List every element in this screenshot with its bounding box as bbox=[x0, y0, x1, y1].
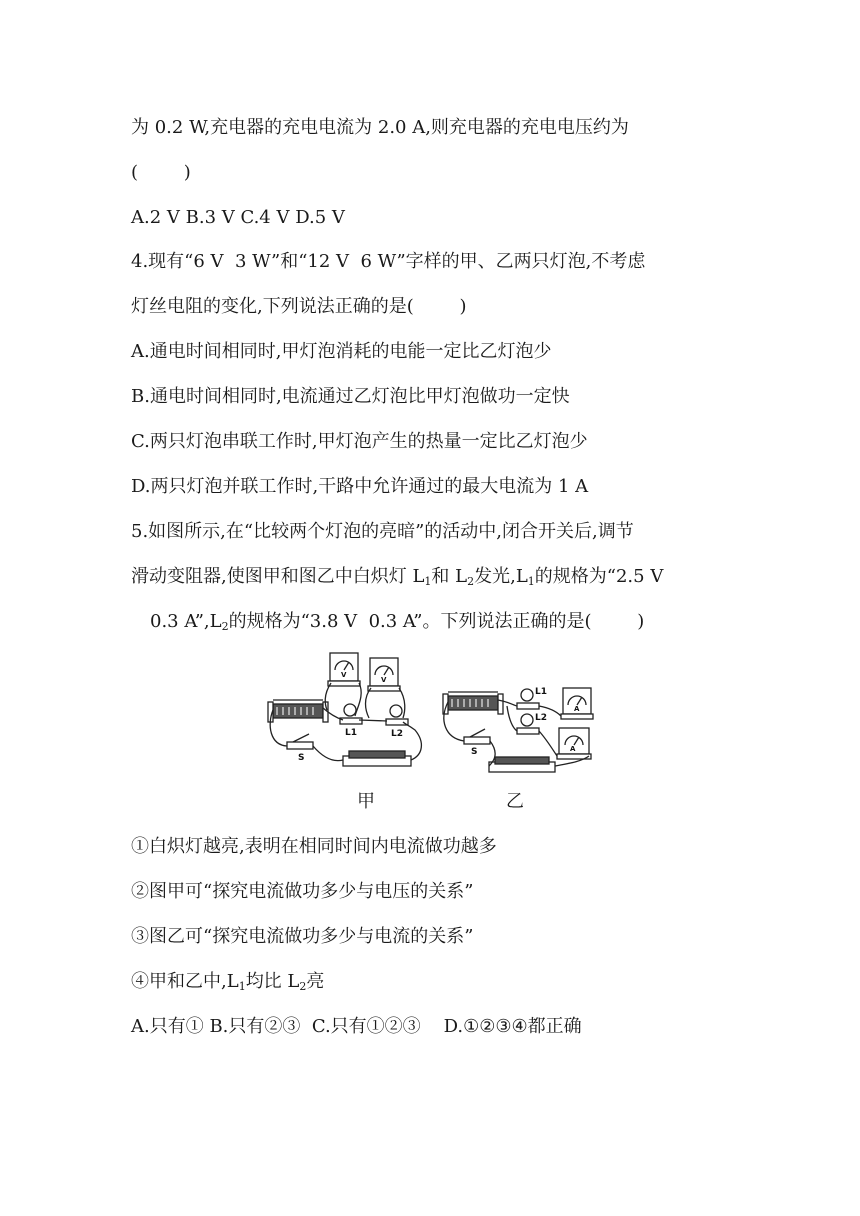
q4-option-b: B.通电时间相同时,电流通过乙灯泡比甲灯泡做功一定快 bbox=[131, 386, 570, 407]
q4-option-c: C.两只灯泡串联工作时,甲灯泡产生的热量一定比乙灯泡少 bbox=[131, 431, 588, 452]
label-l1-right: L1 bbox=[535, 687, 547, 697]
q5-statement-4: ④甲和乙中$,L_1$均比 $L_2$亮 bbox=[131, 971, 325, 993]
q5-statement-1: ①白炽灯越亮,表明在相同时间内电流做功越多 bbox=[131, 836, 497, 857]
q4-stem-line-1: 4.现有“6 V 3 W”和“12 V 6 W”字样的甲、乙两只灯泡,不考虑 bbox=[131, 251, 646, 272]
voltmeter-1 bbox=[328, 653, 360, 686]
q5-stem-line-1: 5.如图所示,在“比较两个灯泡的亮暗”的活动中,闭合开关后,调节 bbox=[131, 521, 634, 542]
ammeter-1 bbox=[561, 688, 593, 719]
q5-stem-line-3: 0.3 $A”,L_2$的规格为“3.8 V 0.3 A”。下列说法正确的是( ) bbox=[150, 611, 645, 633]
circuit-figure bbox=[265, 650, 595, 775]
label-v-1: V bbox=[341, 671, 347, 679]
rheostat-left bbox=[268, 700, 328, 722]
switch-left bbox=[287, 734, 313, 749]
label-v-2: V bbox=[381, 676, 387, 684]
label-l2-left: L2 bbox=[391, 729, 403, 739]
rheostat-right bbox=[443, 692, 503, 714]
q3-answer-bracket: ( ) bbox=[131, 162, 191, 183]
label-s-left: S bbox=[298, 753, 305, 763]
q5-options: A.只有① B.只有②③ C.只有①②③ D.①②③④都正确 bbox=[131, 1016, 582, 1037]
q4-stem-line-2: 灯丝电阻的变化,下列说法正确的是( ) bbox=[131, 296, 467, 317]
q3-stem-line: 为 0.2 W,充电器的充电电流为 2.0 A,则充电器的充电电压约为 bbox=[131, 117, 629, 138]
label-a-2: A bbox=[570, 745, 576, 753]
battery-right bbox=[489, 757, 555, 772]
label-a-1: A bbox=[574, 705, 580, 713]
voltmeter-2 bbox=[368, 658, 400, 691]
label-l1-left: L1 bbox=[345, 728, 357, 738]
q5-statement-3: ③图乙可“探究电流做功多少与电流的关系” bbox=[131, 926, 474, 947]
figure-caption-left: 甲 bbox=[357, 791, 375, 812]
ammeter-2 bbox=[557, 728, 591, 759]
q4-option-a: A.通电时间相同时,甲灯泡消耗的电能一定比乙灯泡少 bbox=[131, 341, 552, 362]
q3-options: A.2 V B.3 V C.4 V D.5 V bbox=[131, 207, 345, 228]
q4-option-d: D.两只灯泡并联工作时,干路中允许通过的最大电流为 1 A bbox=[131, 476, 589, 497]
label-l2-right: L2 bbox=[535, 713, 547, 723]
q5-statement-2: ②图甲可“探究电流做功多少与电压的关系” bbox=[131, 881, 474, 902]
battery-left bbox=[343, 751, 411, 766]
label-s-right: S bbox=[471, 747, 478, 757]
q5-stem-line-2: 滑动变阻器,使图甲和图乙中白炽灯 $L_1$和 $L_2$发光$,L_1$的规格为“2.5 V bbox=[131, 566, 664, 588]
switch-right bbox=[464, 729, 490, 744]
figure-caption-right: 乙 bbox=[506, 791, 524, 812]
